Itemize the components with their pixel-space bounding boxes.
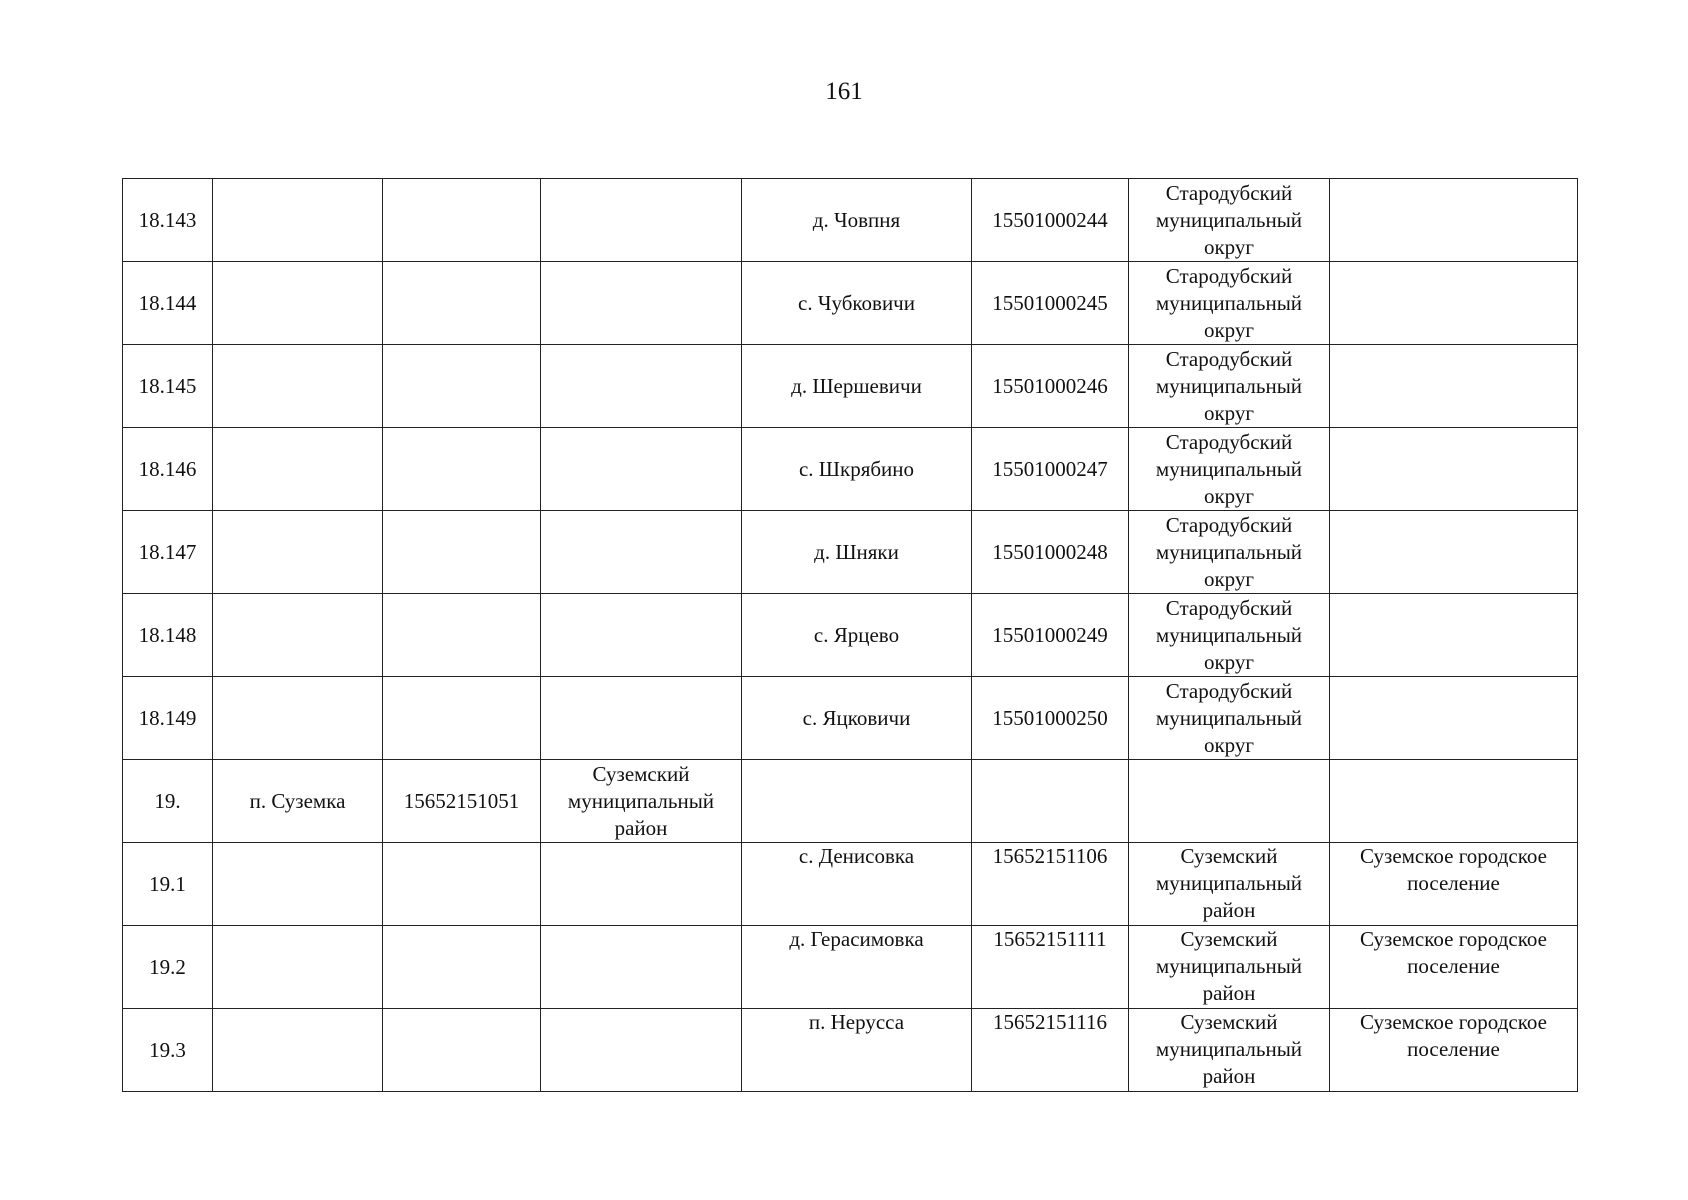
municipal-unit: Суземский муниципальный район — [1129, 843, 1330, 926]
area-name — [541, 345, 742, 428]
table-row — [123, 926, 1578, 1009]
row-number: 19.2 — [123, 926, 213, 1009]
settlement — [1330, 594, 1578, 677]
table-row — [123, 594, 1578, 677]
subordinate-code: 15501000244 — [972, 179, 1129, 262]
municipal-unit: Суземский муниципальный район — [1129, 926, 1330, 1009]
place-code — [383, 428, 541, 511]
settlement: Суземское городское поселение — [1330, 1009, 1578, 1092]
table-row — [123, 179, 1578, 262]
place-code — [383, 1009, 541, 1092]
table-row — [123, 428, 1578, 511]
row-number: 18.144 — [123, 262, 213, 345]
area-name — [541, 179, 742, 262]
place-code — [383, 677, 541, 760]
municipal-unit: Стародубский муниципальный округ — [1129, 179, 1330, 262]
page-number: 161 — [825, 78, 863, 105]
place-name — [213, 428, 383, 511]
subordinate-code — [972, 760, 1129, 843]
subordinate-code: 15652151116 — [972, 1009, 1129, 1092]
subordinate-place — [742, 760, 972, 843]
subordinate-place: с. Чубковичи — [742, 262, 972, 345]
settlement — [1330, 677, 1578, 760]
place-name — [213, 345, 383, 428]
area-name — [541, 843, 742, 926]
place-code: 15652151051 — [383, 760, 541, 843]
settlement — [1330, 179, 1578, 262]
table-row — [123, 843, 1578, 926]
subordinate-place: с. Ярцево — [742, 594, 972, 677]
place-code — [383, 511, 541, 594]
table-row — [123, 677, 1578, 760]
table-row — [123, 511, 1578, 594]
settlement: Суземское городское поселение — [1330, 926, 1578, 1009]
table-row — [123, 760, 1578, 843]
row-number: 18.147 — [123, 511, 213, 594]
municipal-unit: Стародубский муниципальный округ — [1129, 428, 1330, 511]
place-name — [213, 843, 383, 926]
settlement — [1330, 262, 1578, 345]
subordinate-place: п. Нерусса — [742, 1009, 972, 1092]
row-number: 19. — [123, 760, 213, 843]
municipal-unit: Стародубский муниципальный округ — [1129, 345, 1330, 428]
subordinate-code: 15652151111 — [972, 926, 1129, 1009]
place-name — [213, 594, 383, 677]
row-number: 18.146 — [123, 428, 213, 511]
area-name — [541, 926, 742, 1009]
subordinate-code: 15501000245 — [972, 262, 1129, 345]
place-name — [213, 511, 383, 594]
subordinate-place: с. Шкрябино — [742, 428, 972, 511]
area-name — [541, 677, 742, 760]
place-name — [213, 179, 383, 262]
place-name — [213, 262, 383, 345]
place-name: п. Суземка — [213, 760, 383, 843]
subordinate-place: с. Яцковичи — [742, 677, 972, 760]
settlement — [1330, 428, 1578, 511]
settlements-table — [122, 178, 1578, 1092]
subordinate-place: д. Шершевичи — [742, 345, 972, 428]
place-name — [213, 1009, 383, 1092]
settlement — [1330, 511, 1578, 594]
municipal-unit: Стародубский муниципальный округ — [1129, 511, 1330, 594]
subordinate-place: д. Шняки — [742, 511, 972, 594]
area-name — [541, 262, 742, 345]
subordinate-code: 15501000249 — [972, 594, 1129, 677]
settlement — [1330, 760, 1578, 843]
subordinate-code: 15501000247 — [972, 428, 1129, 511]
place-name — [213, 926, 383, 1009]
subordinate-code: 15501000248 — [972, 511, 1129, 594]
area-name: Суземский муниципальный район — [541, 760, 742, 843]
place-code — [383, 179, 541, 262]
area-name — [541, 1009, 742, 1092]
municipal-unit: Стародубский муниципальный округ — [1129, 594, 1330, 677]
subordinate-place: д. Герасимовка — [742, 926, 972, 1009]
settlement: Суземское городское поселение — [1330, 843, 1578, 926]
subordinate-code: 15501000250 — [972, 677, 1129, 760]
subordinate-place: с. Денисовка — [742, 843, 972, 926]
area-name — [541, 428, 742, 511]
row-number: 19.1 — [123, 843, 213, 926]
place-name — [213, 677, 383, 760]
municipal-unit: Стародубский муниципальный округ — [1129, 677, 1330, 760]
area-name — [541, 511, 742, 594]
table-row — [123, 1009, 1578, 1092]
row-number: 18.149 — [123, 677, 213, 760]
place-code — [383, 926, 541, 1009]
municipal-unit: Суземский муниципальный район — [1129, 1009, 1330, 1092]
subordinate-code: 15652151106 — [972, 843, 1129, 926]
settlement — [1330, 345, 1578, 428]
table-row — [123, 345, 1578, 428]
place-code — [383, 262, 541, 345]
municipal-unit: Стародубский муниципальный округ — [1129, 262, 1330, 345]
place-code — [383, 594, 541, 677]
row-number: 19.3 — [123, 1009, 213, 1092]
row-number: 18.143 — [123, 179, 213, 262]
subordinate-code: 15501000246 — [972, 345, 1129, 428]
place-code — [383, 345, 541, 428]
place-code — [383, 843, 541, 926]
row-number: 18.148 — [123, 594, 213, 677]
subordinate-place: д. Човпня — [742, 179, 972, 262]
area-name — [541, 594, 742, 677]
row-number: 18.145 — [123, 345, 213, 428]
municipal-unit — [1129, 760, 1330, 843]
table-row — [123, 262, 1578, 345]
